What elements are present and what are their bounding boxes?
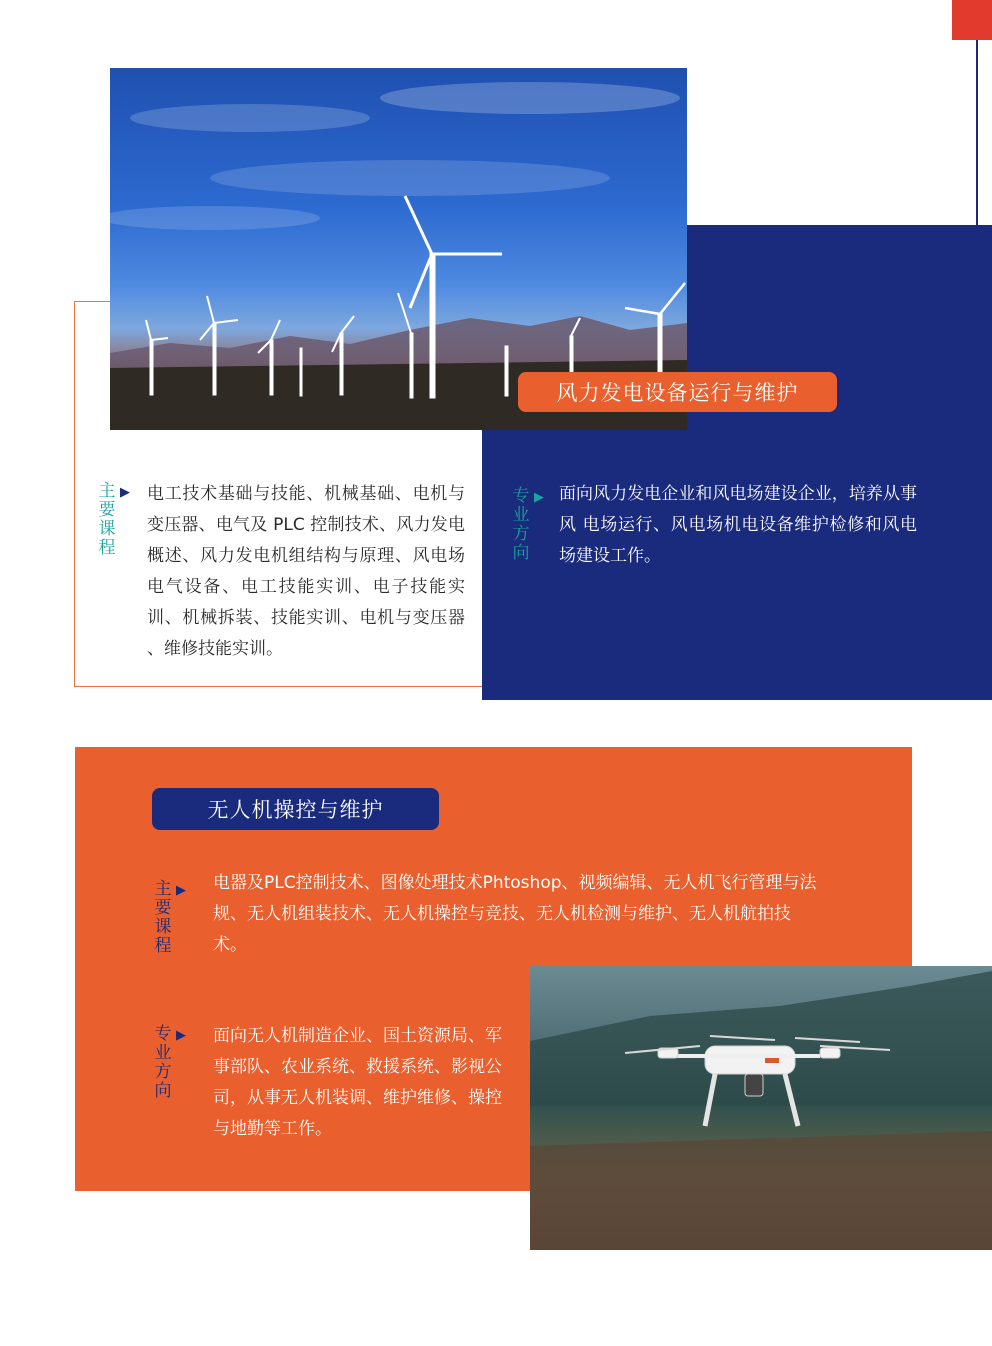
- wind-direction-label: [510, 486, 544, 563]
- label-char: 向: [154, 1081, 172, 1101]
- drone-courses-text: 电器及PLC控制技术、图像处理技术Phtoshop、视频编辑、无人机飞行管理与法规、无人机组装技术、无人机操控与竞技、无人机检测与维护、无人机航拍技术。: [213, 873, 817, 955]
- label-char: 课: [154, 917, 172, 937]
- label-char: 要: [154, 898, 172, 918]
- label-char: 程: [98, 538, 116, 558]
- drone-illustration: [530, 966, 992, 1250]
- wind-direction-text: 面向风力发电企业和风电场建设企业，培养从事风 电场运行、风电场机电设备维护检修和风电场建设工作。: [559, 484, 917, 566]
- label-char: 向: [512, 543, 530, 563]
- label-char: 业: [154, 1043, 172, 1063]
- label-char: 专: [154, 1024, 172, 1044]
- wind-courses-label: [96, 481, 130, 558]
- wind-courses-text: 电工技术基础与技能、机械基础、电机与变压器、电气及 PLC 控制技术、风力发电概述、风力发电机组结构与原理、风电场电气设备、电工技能实训、电子技能实训、机械拆装、技能实训、电机与变压器 、维修技能实训。: [147, 484, 465, 659]
- triangle-right-icon: ▶: [176, 883, 186, 898]
- label-char: 方: [512, 524, 530, 544]
- label-char: 方: [154, 1062, 172, 1082]
- drone-direction-text: 面向无人机制造企业、国土资源局、军事部队、农业系统、救援系统、影视公司，从事无人机装调、维护维修、操控与地勤等工作。: [213, 1026, 502, 1139]
- drone-courses-label: [152, 879, 186, 956]
- drone-photo: [530, 966, 992, 1250]
- label-char: 主: [154, 879, 172, 899]
- triangle-right-icon: ▶: [176, 1028, 186, 1043]
- corner-accent-red: [952, 0, 992, 40]
- label-char: 业: [512, 505, 530, 525]
- drone-direction-label: [152, 1024, 186, 1101]
- drone-section-title: 无人机操控与维护: [152, 788, 439, 830]
- wind-section-title: 风力发电设备运行与维护: [518, 372, 837, 412]
- label-char: 要: [98, 500, 116, 520]
- corner-accent-line: [976, 40, 978, 225]
- label-char: 专: [512, 486, 530, 506]
- triangle-right-icon: ▶: [534, 490, 544, 505]
- triangle-right-icon: ▶: [120, 485, 130, 500]
- label-char: 主: [98, 481, 116, 501]
- label-char: 课: [98, 519, 116, 539]
- label-char: 程: [154, 936, 172, 956]
